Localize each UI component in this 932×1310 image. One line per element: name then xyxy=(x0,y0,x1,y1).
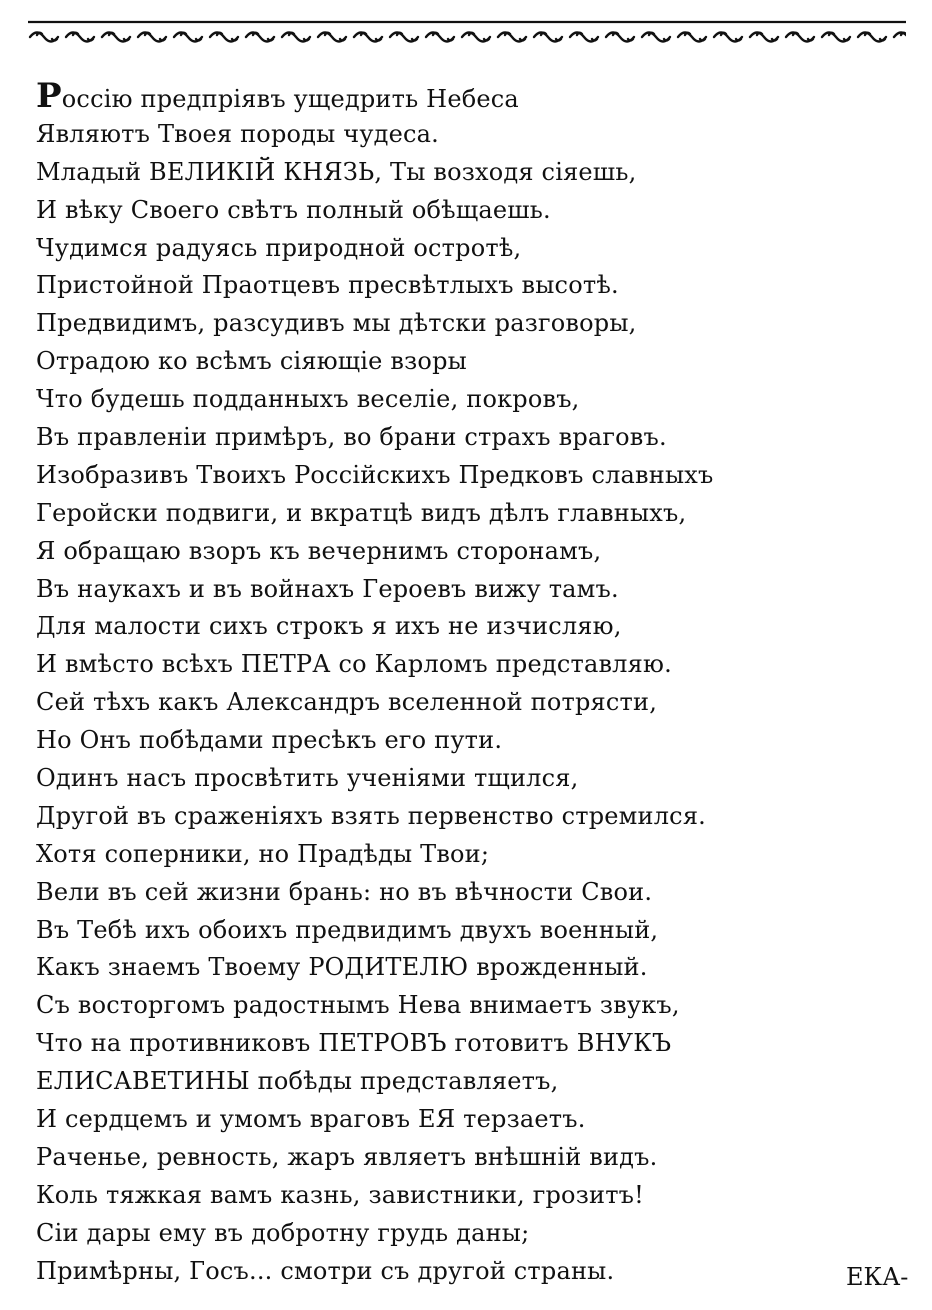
poem-line: Я обращаю взоръ къ вечернимъ сторонамъ, xyxy=(36,536,602,565)
scroll-ornament-motif xyxy=(786,33,814,42)
scroll-ornament-motif xyxy=(354,33,382,42)
poem-line: Примѣрны, Госъ... смотри съ другой страны. xyxy=(36,1256,615,1285)
poem-line: Другой въ сраженіяхъ взять первенство стремился. xyxy=(36,801,706,830)
poem-line: Раченье, ревность, жаръ являетъ внѣшній видъ. xyxy=(36,1142,658,1171)
poem-line: Что будешь подданныхъ веселіе, покровъ, xyxy=(36,385,580,414)
poem-line: Но Онъ побѣдами пресѣкъ его пути. xyxy=(36,726,503,755)
scroll-ornament-motif xyxy=(822,33,850,42)
poem-line: Изобразивъ Твоихъ Россійскихъ Предковъ славныхъ xyxy=(36,460,714,489)
ornamental-header-rule xyxy=(28,18,906,48)
poem-line: Что на противниковъ ПЕТРОВЪ готовитъ ВНУКЪ xyxy=(36,1029,672,1058)
poem-line: Какъ знаемъ Твоему РОДИТЕЛЮ врожденный. xyxy=(36,953,648,982)
scroll-ornament-motif xyxy=(642,33,670,42)
poem-line: Чудимся радуясь природной остротѣ, xyxy=(36,233,522,262)
poem-line: Одинъ насъ просвѣтить ученіями тщился, xyxy=(36,764,579,793)
scroll-ornament-motif xyxy=(570,33,598,42)
scroll-ornament-motif xyxy=(318,33,346,42)
poem-line: Являютъ Твоея породы чудеса. xyxy=(36,119,440,148)
poem-line: Пристойной Праотцевъ пресвѣтлыхъ высотѣ. xyxy=(36,271,619,300)
scroll-ornament-motif xyxy=(858,33,886,42)
poem-body xyxy=(36,78,896,1291)
scroll-ornament-motif xyxy=(534,33,562,42)
poem-line: И сердцемъ и умомъ враговъ ЕЯ терзаетъ. xyxy=(36,1105,586,1134)
poem-line: Хотя соперники, но Прадѣды Твои; xyxy=(36,839,490,868)
catchword: ЕКА- xyxy=(846,1263,909,1291)
scroll-ornament-motif xyxy=(426,33,454,42)
scroll-ornament-motif xyxy=(714,33,742,42)
scroll-ornament-motif xyxy=(66,33,94,42)
scroll-ornament-motif xyxy=(390,33,418,42)
scroll-ornament-motif xyxy=(606,33,634,42)
poem-line: Для малости сихъ строкъ я ихъ не изчисляю, xyxy=(36,612,622,641)
poem-line: И вмѣсто всѣхъ ПЕТРА со Карломъ представляю. xyxy=(36,650,672,679)
scroll-ornament-motif xyxy=(138,33,166,42)
poem-line: Въ наукахъ и въ войнахъ Героевъ вижу тамъ. xyxy=(36,574,619,603)
poem-line: Съ восторгомъ радостнымъ Нева внимаетъ звукъ, xyxy=(36,991,680,1020)
poem-line: Въ правленіи примѣръ, во брани страхъ враговъ. xyxy=(36,423,667,452)
scroll-ornament-motif xyxy=(894,33,906,42)
scroll-ornament-motif xyxy=(282,33,310,42)
poem-line: Предвидимъ, разсудивъ мы дѣтски разговоры, xyxy=(36,309,637,338)
scroll-ornament-motif xyxy=(30,33,58,42)
scroll-ornament-motif xyxy=(174,33,202,42)
poem-line: Россію предпріявъ ущедрить Небеса xyxy=(36,76,519,116)
scroll-ornament-motif xyxy=(102,33,130,42)
poem-line: Сей тѣхъ какъ Александръ вселенной потрясти, xyxy=(36,688,658,717)
scroll-ornament-motif xyxy=(462,33,490,42)
scroll-ornament xyxy=(30,33,906,42)
poem-line: Коль тяжкая вамъ казнь, завистники, грозитъ! xyxy=(36,1180,644,1209)
poem-line: Отрадою ко всѣмъ сіяющіе взоры xyxy=(36,347,467,376)
scroll-ornament-motif xyxy=(210,33,238,42)
poem-line: ЕЛИСАВЕТИНЫ побѣды представляетъ, xyxy=(36,1067,559,1096)
poem-line: Сіи дары ему въ добротну грудь даны; xyxy=(36,1218,530,1247)
poem-line: И вѣку Своего свѣтъ полный обѣщаешь. xyxy=(36,195,551,224)
scroll-ornament-motif xyxy=(750,33,778,42)
scroll-ornament-motif xyxy=(246,33,274,42)
scroll-ornament-motif xyxy=(678,33,706,42)
poem-line: Вели въ сей жизни брань: но въ вѣчности Свои. xyxy=(36,877,653,906)
poem-line: Младый ВЕЛИКІЙ КНЯЗЬ, Ты возходя сіяешь, xyxy=(36,157,637,186)
poem-line: Въ Тебѣ ихъ обоихъ предвидимъ двухъ военный, xyxy=(36,915,659,944)
scroll-ornament-motif xyxy=(498,33,526,42)
poem-line: Геройски подвиги, и вкратцѣ видъ дѣлъ главныхъ, xyxy=(36,498,687,527)
